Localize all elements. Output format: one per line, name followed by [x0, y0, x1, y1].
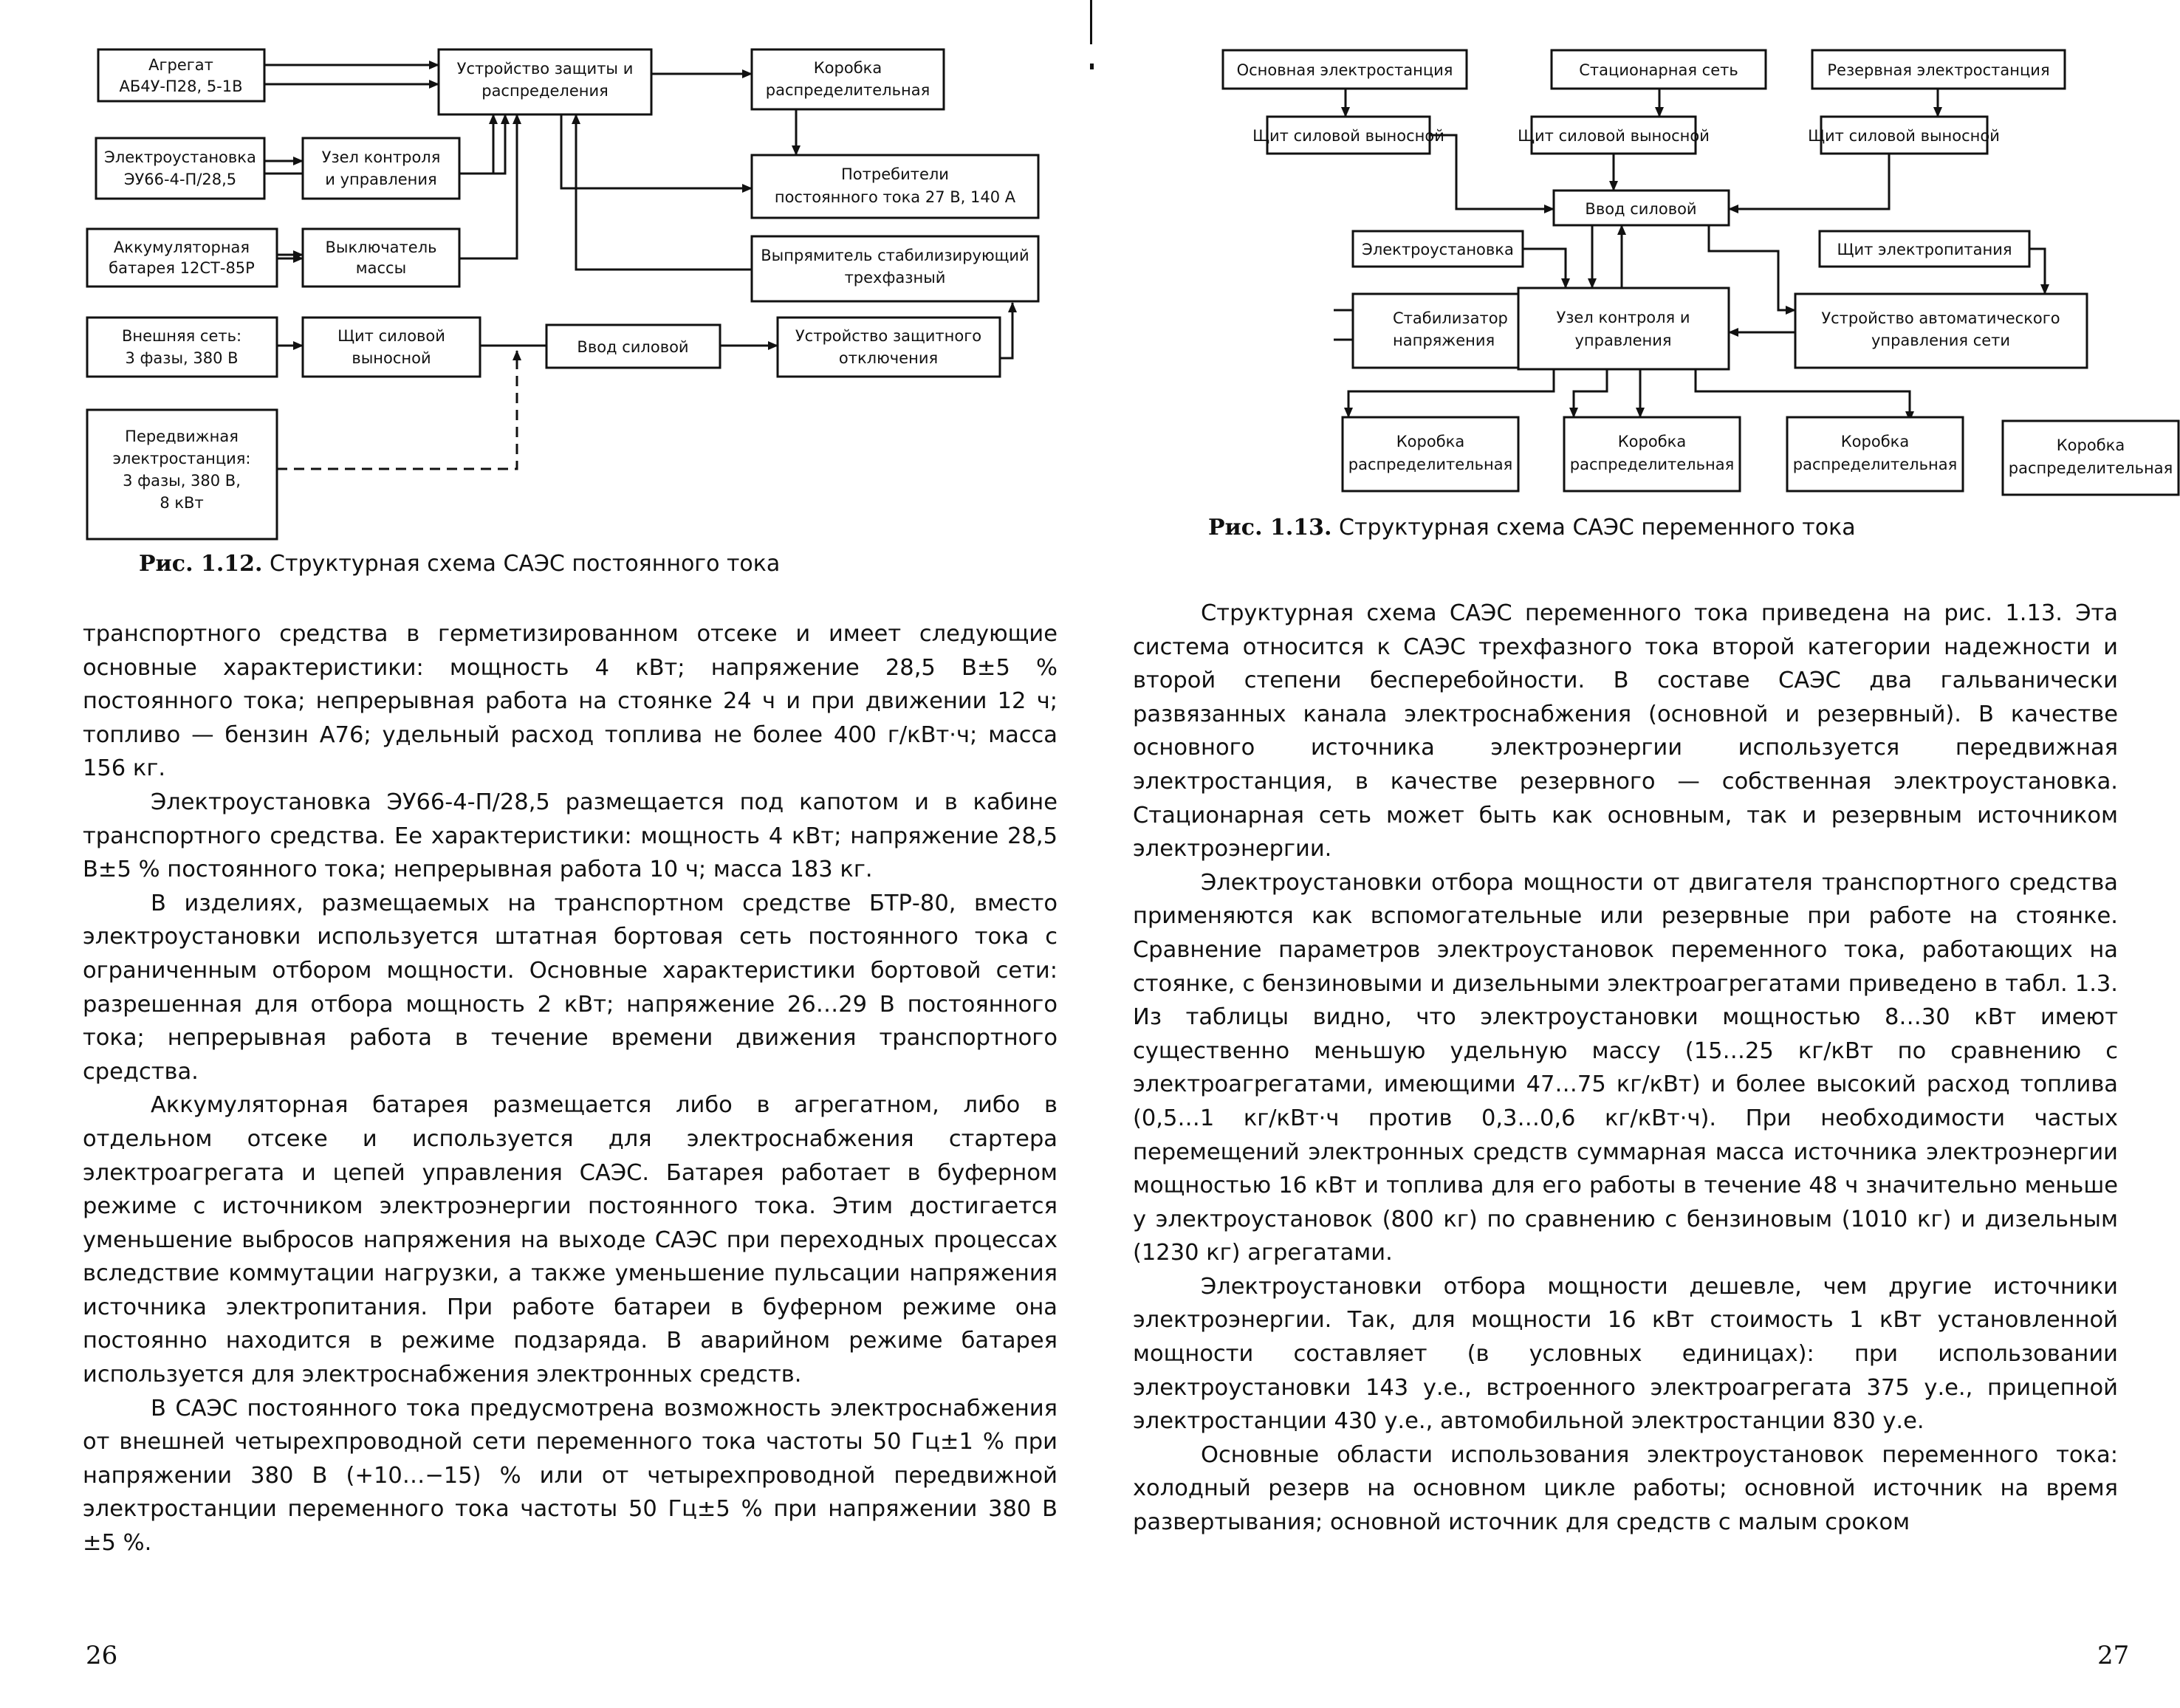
- svg-text:Аккумуляторная: Аккумуляторная: [113, 239, 250, 256]
- svg-text:Устройство автоматического: Устройство автоматического: [1821, 309, 2060, 327]
- caption-text: Структурная схема САЭС переменного тока: [1339, 515, 1856, 541]
- svg-text:и управления: и управления: [325, 171, 437, 188]
- svg-text:трехфазный: трехфазный: [844, 269, 946, 287]
- box-korobka-2: [1564, 417, 1740, 491]
- svg-text:распределительная: распределительная: [1348, 456, 1513, 473]
- svg-text:постоянного тока 27 В, 140 А: постоянного тока 27 В, 140 А: [774, 188, 1016, 206]
- svg-text:Щит силовой выносной: Щит силовой выносной: [1518, 127, 1710, 145]
- box-korobka-4: [2003, 421, 2179, 495]
- paragraph: транспортного средства в герметизированном отсеке и имеет следующие основные характеристики: мощность 4 кВт; напряжение 28,5 В±5 % постоянного тока; непрерывная работа на стоянке 24 ч и при движении 12 ч; топливо — бензин А76; удельный расход топлива не более 400 г/кВт·ч; масса 156 кг.: [83, 621, 1058, 782]
- paragraph: Электроустановки отбора мощности дешевле, чем другие источники электроэнергии. Так, для мощности 16 кВт стоимость 1 кВт установленной мощности составляет (в условных единицах): при использовании электроустановки 143 у.е., встроенного электроагрегата 375 у.е., прицепной электростанции 430 у.е., автомобильной электростанции 830 у.е.: [1133, 1273, 2118, 1435]
- svg-text:распределительная: распределительная: [1792, 456, 1958, 473]
- svg-text:распределения: распределения: [481, 82, 609, 100]
- svg-text:Коробка: Коробка: [1396, 433, 1465, 450]
- caption-text: Структурная схема САЭС постоянного тока: [270, 551, 781, 577]
- box-ustravt: [1795, 294, 2087, 368]
- figure-caption-1-12: [139, 551, 780, 577]
- page-number: 26: [86, 1641, 118, 1670]
- paragraph: В САЭС постоянного тока предусмотрена возможность электроснабжения от внешней четырехпроводной сети переменного тока частоты 50 Гц±1 % при напряжении 380 В (+10…−15) % или от четырехпроводной передвижной электростанции переменного тока частоты 50 Гц±5 % при напряжении 380 В ±5 %.: [83, 1395, 1058, 1557]
- paragraph: Основные области использования электроустановок переменного тока: холодный резерв на основном цикле работы; основной источник на время развертывания; основной источник для средств с малым сроком: [1133, 1441, 2118, 1536]
- right-body-text: [1133, 597, 2118, 1540]
- box-rezervnaya: [1812, 50, 2065, 89]
- box-uzel: [1518, 288, 1729, 369]
- svg-text:Внешняя сеть:: Внешняя сеть:: [121, 327, 242, 345]
- svg-text:Щит электропитания: Щит электропитания: [1837, 241, 2012, 258]
- caption-label: Рис. 1.12.: [139, 551, 263, 577]
- ac-structure-diagram: [1090, 0, 2180, 510]
- paragraph: В изделиях, размещаемых на транспортном средстве БТР-80, вместо электроустановки используется штатная бортовая сеть постоянного тока с ограниченным отбором мощности. Основные характеристики бортовой сети: разрешенная для отбора мощность 2 кВт; напряжение 26…29 В постоянного тока; непрерывная работа в течение времени движения транспортного средства.: [83, 890, 1058, 1085]
- box-ustrzashotk: [778, 318, 1000, 377]
- dc-structure-diagram: [0, 0, 1090, 546]
- svg-text:Устройство защитного: Устройство защитного: [795, 327, 982, 345]
- box-potreb: [752, 155, 1038, 218]
- svg-text:Агрегат: Агрегат: [148, 56, 213, 74]
- svg-text:Коробка: Коробка: [813, 59, 882, 77]
- svg-text:Потребители: Потребители: [841, 165, 949, 183]
- box-korobka: [752, 49, 944, 109]
- svg-text:выносной: выносной: [352, 349, 431, 367]
- svg-text:Коробка: Коробка: [1840, 433, 1910, 450]
- box-shchit-2: [1518, 117, 1710, 154]
- svg-text:Ввод силовой: Ввод силовой: [1585, 200, 1697, 218]
- svg-text:распределительная: распределительная: [2008, 459, 2173, 477]
- svg-text:Выпрямитель стабилизирующий: Выпрямитель стабилизирующий: [761, 247, 1029, 264]
- box-vykl: [303, 229, 459, 287]
- svg-text:Щит силовой выносной: Щит силовой выносной: [1252, 127, 1444, 145]
- box-stab: [1353, 294, 1523, 368]
- box-vvod: [1554, 191, 1729, 225]
- box-vneshset: [87, 318, 277, 377]
- box-uzel: [303, 138, 459, 199]
- box-elust: [1353, 231, 1523, 267]
- box-agregat: [98, 49, 264, 101]
- svg-text:Устройство защиты и: Устройство защиты и: [456, 60, 634, 78]
- box-peredv: [87, 410, 277, 539]
- svg-text:электростанция:: электростанция:: [112, 450, 251, 467]
- box-shchit-1: [1252, 117, 1444, 154]
- figure-caption-1-13: [1208, 515, 1856, 541]
- svg-text:управления: управления: [1574, 332, 1672, 349]
- caption-label: Рис. 1.13.: [1208, 515, 1332, 541]
- svg-text:Узел контроля и: Узел контроля и: [1556, 309, 1690, 326]
- box-shchitelpit: [1820, 231, 2029, 267]
- right-page: [1090, 0, 2180, 1708]
- svg-text:Щит силовой: Щит силовой: [337, 327, 445, 345]
- svg-text:Основная электростанция: Основная электростанция: [1236, 61, 1453, 79]
- svg-text:управления сети: управления сети: [1871, 332, 2011, 349]
- svg-text:напряжения: напряжения: [1393, 332, 1495, 349]
- box-korobka-1: [1343, 417, 1518, 491]
- svg-text:ЭУ66-4-П/28,5: ЭУ66-4-П/28,5: [123, 171, 237, 188]
- svg-text:Электроустановка: Электроустановка: [104, 148, 256, 166]
- svg-text:Ввод силовой: Ввод силовой: [577, 338, 689, 356]
- svg-text:Передвижная: Передвижная: [125, 428, 239, 445]
- svg-text:Резервная электростанция: Резервная электростанция: [1827, 61, 2050, 79]
- svg-text:Щит силовой выносной: Щит силовой выносной: [1808, 127, 2000, 145]
- paragraph: Электроустановка ЭУ66-4-П/28,5 размещается под капотом и в кабине транспортного средства. Ее характеристики: мощность 4 кВт; напряжение 28,5 В±5 % постоянного тока; непрерывная работа 10 ч; масса 183 кг.: [83, 789, 1058, 883]
- svg-text:Электроустановка: Электроустановка: [1362, 241, 1514, 258]
- svg-text:Стационарная сеть: Стационарная сеть: [1579, 61, 1738, 79]
- svg-text:батарея 12СТ-85Р: батарея 12СТ-85Р: [109, 259, 255, 277]
- svg-text:АБ4У-П28, 5-1В: АБ4У-П28, 5-1В: [119, 78, 243, 95]
- svg-text:Коробка: Коробка: [1617, 433, 1687, 450]
- svg-text:распределительная: распределительная: [1569, 456, 1735, 473]
- box-stacionar: [1552, 50, 1766, 89]
- box-ustrzash: [439, 49, 651, 114]
- box-akkum: [87, 229, 277, 287]
- svg-text:Узел контроля: Узел контроля: [321, 148, 441, 166]
- box-osnovnaya: [1223, 50, 1467, 89]
- box-shchit: [303, 318, 480, 377]
- box-vypram: [752, 236, 1038, 301]
- box-vvod: [546, 325, 720, 368]
- svg-text:распределительная: распределительная: [765, 81, 930, 99]
- box-korobka-3: [1787, 417, 1963, 491]
- box-elustanovka: [96, 138, 264, 199]
- left-body-text: [83, 617, 1058, 1560]
- svg-text:массы: массы: [355, 259, 407, 277]
- paragraph: Аккумуляторная батарея размещается либо в агрегатном, либо в отдельном отсеке и используется для электроснабжения стартера электроагрегата и цепей управления САЭС. Батарея работает в буферном режиме с источником электроэнергии постоянного тока. Этим достигается уменьшение выбросов напряжения на выходе САЭС при переходных процессах вследствие коммутации нагрузки, а также уменьшение пульсации напряжения источника электропитания. При работе батареи в буферном режиме она постоянно находится в режиме подзаряда. В аварийном режиме батарея используется для электроснабжения электронных средств.: [83, 1092, 1058, 1388]
- svg-text:Стабилизатор: Стабилизатор: [1393, 309, 1508, 327]
- svg-text:3 фазы, 380 В,: 3 фазы, 380 В,: [123, 472, 241, 490]
- page-number: 27: [2097, 1641, 2130, 1670]
- svg-text:Коробка: Коробка: [2056, 436, 2125, 454]
- svg-text:3 фазы, 380 В: 3 фазы, 380 В: [125, 349, 239, 367]
- svg-text:отключения: отключения: [838, 349, 939, 367]
- paragraph: Структурная схема САЭС переменного тока приведена на рис. 1.13. Эта система относится к САЭС трехфазного тока второй категории надежности и второй степени бесперебойности. В составе САЭС два гальванически развязанных канала электроснабжения (основной и резервный). В качестве основного источника электроэнергии используется передвижная электростанция, в качестве резервного — собственная электроустановка. Стационарная сеть может быть как основным, так и резервным источником электроэнергии.: [1133, 600, 2118, 862]
- svg-text:8 кВт: 8 кВт: [160, 494, 204, 512]
- svg-text:Выключатель: Выключатель: [325, 239, 437, 256]
- paragraph: Электроустановки отбора мощности от двигателя транспортного средства применяются как вспомогательные или резервные при работе на стоянке. Сравнение параметров электроустановок переменного тока, работающих на стоянке, с бензиновыми и дизельными электроагрегатами приведено в табл. 1.3. Из таблицы видно, что электроустановки мощностью 8…30 кВт имеют существенно меньшую удельную массу (15…25 кг/кВт по сравнению с электроагрегатами, имеющими 47…75 кг/кВт) и более высокий расход топлива (0,5…1 кг/кВт·ч против 0,3…0,6 кг/кВт·ч). При необходимости частых перемещений электронных средств суммарная масса источника электроэнергии мощностью 16 кВт и топлива для его работы в течение 48 ч значительно меньше у электроустановок (800 кг) по сравнению с бензиновым (1010 кг) и дизельным (1230 кг) агрегатами.: [1133, 869, 2118, 1266]
- box-shchit-3: [1808, 117, 2000, 154]
